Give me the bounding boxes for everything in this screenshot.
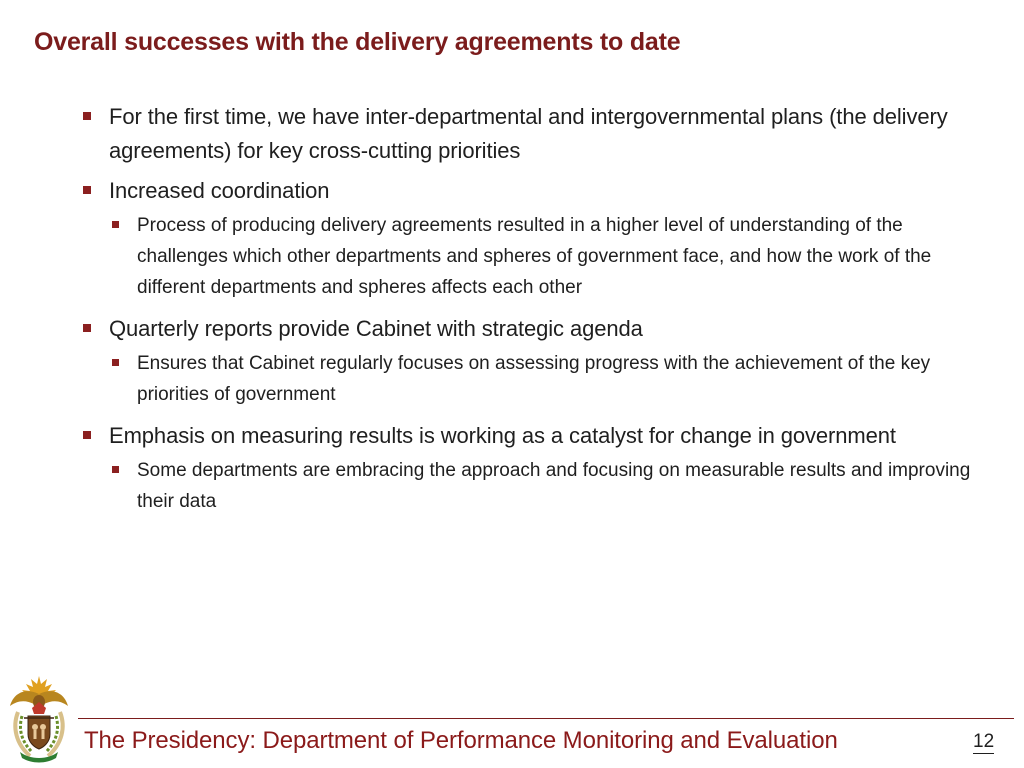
slide-title: Overall successes with the delivery agreements to date bbox=[34, 28, 681, 56]
sub-bullet-item bbox=[80, 455, 990, 517]
bullet-list bbox=[80, 100, 990, 526]
bullet-item bbox=[80, 419, 990, 453]
square-bullet-icon bbox=[112, 466, 119, 473]
square-bullet-icon bbox=[112, 359, 119, 366]
sub-bullet-text: Ensures that Cabinet regularly focuses on assessing progress with the achievement of the key priorities of government bbox=[137, 353, 931, 405]
bullet-text: Emphasis on measuring results is working as a catalyst for change in government bbox=[109, 423, 896, 448]
square-bullet-icon bbox=[83, 112, 91, 120]
bullet-item bbox=[80, 100, 990, 168]
page-number: 12 bbox=[973, 731, 995, 752]
bullet-text: Quarterly reports provide Cabinet with strategic agenda bbox=[109, 316, 643, 341]
bullet-text: For the first time, we have inter-departmental and intergovernmental plans (the delivery agreements) for key cross-cutting priorities bbox=[109, 104, 948, 163]
footer-organization: The Presidency: Department of Performance Monitoring and Evaluation bbox=[84, 727, 838, 754]
square-bullet-icon bbox=[83, 186, 91, 194]
sub-bullet-text: Process of producing delivery agreements resulted in a higher level of understanding of the challenges which other departments and spheres of government face, and how the work of the different departments and spheres affects each other bbox=[137, 215, 932, 298]
south-africa-coat-of-arms-icon bbox=[4, 672, 74, 764]
square-bullet-icon bbox=[83, 431, 91, 439]
sub-bullet-item bbox=[80, 348, 990, 410]
footer-divider bbox=[78, 718, 1014, 719]
bullet-text: Increased coordination bbox=[109, 178, 330, 203]
square-bullet-icon bbox=[83, 324, 91, 332]
sub-bullet-item bbox=[80, 210, 990, 303]
bullet-item bbox=[80, 312, 990, 346]
bullet-item bbox=[80, 174, 990, 208]
sub-bullet-text: Some departments are embracing the approach and focusing on measurable results and improving their data bbox=[137, 460, 971, 512]
square-bullet-icon bbox=[112, 221, 119, 228]
